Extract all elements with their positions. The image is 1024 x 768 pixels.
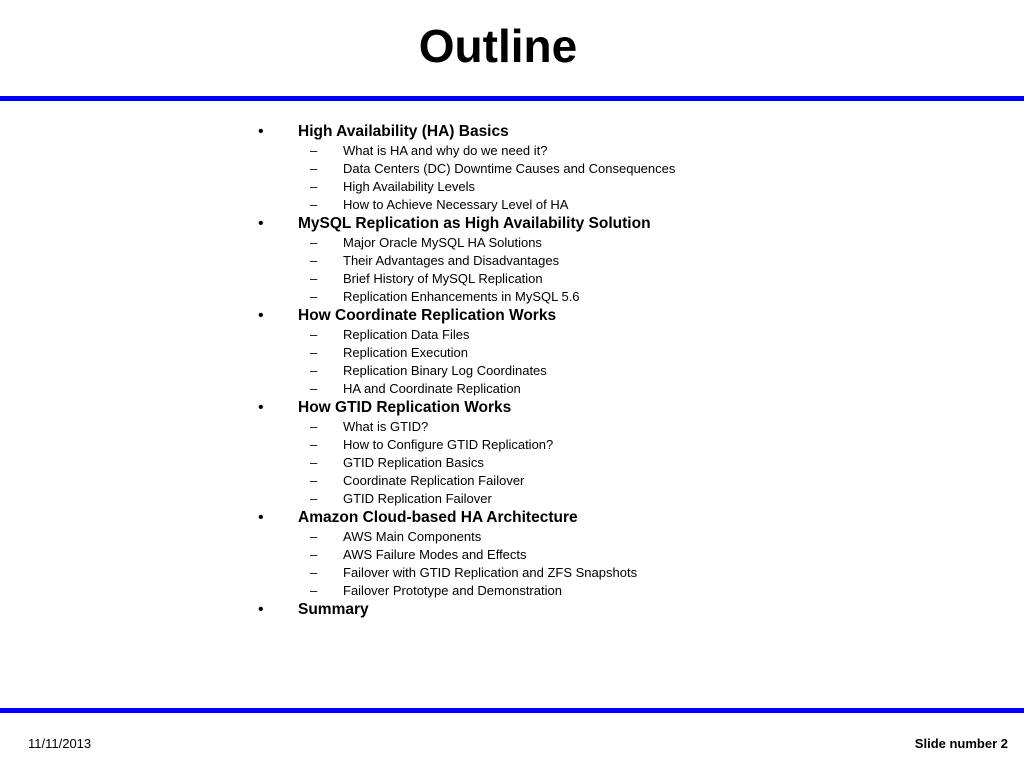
sub-item-label: Data Centers (DC) Downtime Causes and Consequences xyxy=(343,161,676,176)
outline-list xyxy=(258,122,958,620)
bullet-icon: • xyxy=(258,601,264,618)
sub-item-label: AWS Failure Modes and Effects xyxy=(343,547,527,562)
sub-item xyxy=(258,472,958,490)
section-label: How Coordinate Replication Works xyxy=(298,307,557,324)
outline-section xyxy=(258,214,958,306)
dash-icon: – xyxy=(310,143,318,158)
sub-item xyxy=(258,436,958,454)
sub-item-label: High Availability Levels xyxy=(343,179,475,194)
slide-number: Slide number 2 xyxy=(914,736,1008,751)
sub-item xyxy=(258,196,958,214)
sub-item-label: Their Advantages and Disadvantages xyxy=(343,253,560,268)
dash-icon: – xyxy=(310,235,318,250)
sub-item-label: Replication Data Files xyxy=(343,327,470,342)
bullet-icon: • xyxy=(258,399,264,416)
dash-icon: – xyxy=(310,381,318,396)
section-heading xyxy=(258,306,958,326)
sub-item-label: Major Oracle MySQL HA Solutions xyxy=(343,235,542,250)
outline-section xyxy=(258,398,958,508)
outline-section xyxy=(258,122,958,214)
dash-icon: – xyxy=(310,547,318,562)
sub-item-label: Brief History of MySQL Replication xyxy=(343,271,543,286)
bullet-icon: • xyxy=(258,307,264,324)
sub-item-label: Failover Prototype and Demonstration xyxy=(343,583,562,598)
outline-section xyxy=(258,600,958,620)
sub-item-label: GTID Replication Failover xyxy=(343,491,492,506)
sub-item-label: What is GTID? xyxy=(343,419,429,434)
bullet-icon: • xyxy=(258,215,264,232)
dash-icon: – xyxy=(310,179,318,194)
sub-item xyxy=(258,178,958,196)
sub-item-label: Failover with GTID Replication and ZFS Snapshots xyxy=(343,565,638,580)
dash-icon: – xyxy=(310,197,318,212)
dash-icon: – xyxy=(310,455,318,470)
outline-section xyxy=(258,306,958,398)
dash-icon: – xyxy=(310,327,318,342)
sub-item xyxy=(258,234,958,252)
section-label: How GTID Replication Works xyxy=(298,399,512,416)
sub-item xyxy=(258,142,958,160)
sub-item-label: Replication Binary Log Coordinates xyxy=(343,363,547,378)
dash-icon: – xyxy=(310,583,318,598)
sub-item-label: How to Configure GTID Replication? xyxy=(343,437,554,452)
section-heading xyxy=(258,214,958,234)
footer-divider xyxy=(0,708,1024,713)
sub-item xyxy=(258,344,958,362)
section-heading xyxy=(258,508,958,528)
sub-item xyxy=(258,564,958,582)
dash-icon: – xyxy=(310,565,318,580)
dash-icon: – xyxy=(310,473,318,488)
section-heading xyxy=(258,122,958,142)
sub-item xyxy=(258,380,958,398)
dash-icon: – xyxy=(310,437,318,452)
sub-item xyxy=(258,270,958,288)
sub-item-label: HA and Coordinate Replication xyxy=(343,381,521,396)
section-heading xyxy=(258,398,958,418)
sub-item-label: Replication Enhancements in MySQL 5.6 xyxy=(343,289,580,304)
sub-item-label: GTID Replication Basics xyxy=(343,455,484,470)
dash-icon: – xyxy=(310,491,318,506)
sub-item xyxy=(258,490,958,508)
section-label: Amazon Cloud-based HA Architecture xyxy=(298,509,578,526)
dash-icon: – xyxy=(310,419,318,434)
sub-item-label: What is HA and why do we need it? xyxy=(343,143,548,158)
outline-section xyxy=(258,508,958,600)
sub-item xyxy=(258,582,958,600)
section-label: MySQL Replication as High Availability Solution xyxy=(298,215,651,232)
title-divider xyxy=(0,96,1024,101)
sub-item xyxy=(258,160,958,178)
sub-item-label: How to Achieve Necessary Level of HA xyxy=(343,197,569,212)
sub-item xyxy=(258,362,958,380)
bullet-icon: • xyxy=(258,509,264,526)
dash-icon: – xyxy=(310,345,318,360)
sub-item xyxy=(258,546,958,564)
sub-item xyxy=(258,288,958,306)
footer-date: 11/11/2013 xyxy=(28,736,92,751)
dash-icon: – xyxy=(310,289,318,304)
dash-icon: – xyxy=(310,529,318,544)
dash-icon: – xyxy=(310,253,318,268)
section-label: Summary xyxy=(298,601,369,618)
sub-item xyxy=(258,252,958,270)
sub-item-label: Replication Execution xyxy=(343,345,469,360)
sub-item xyxy=(258,418,958,436)
dash-icon: – xyxy=(310,363,318,378)
slide-title: Outline xyxy=(418,20,578,72)
dash-icon: – xyxy=(310,161,318,176)
section-heading xyxy=(258,600,958,620)
sub-item-label: AWS Main Components xyxy=(343,529,482,544)
sub-item xyxy=(258,528,958,546)
sub-item xyxy=(258,454,958,472)
sub-item-label: Coordinate Replication Failover xyxy=(343,473,525,488)
sub-item xyxy=(258,326,958,344)
dash-icon: – xyxy=(310,271,318,286)
section-label: High Availability (HA) Basics xyxy=(298,123,509,140)
bullet-icon: • xyxy=(258,123,264,140)
